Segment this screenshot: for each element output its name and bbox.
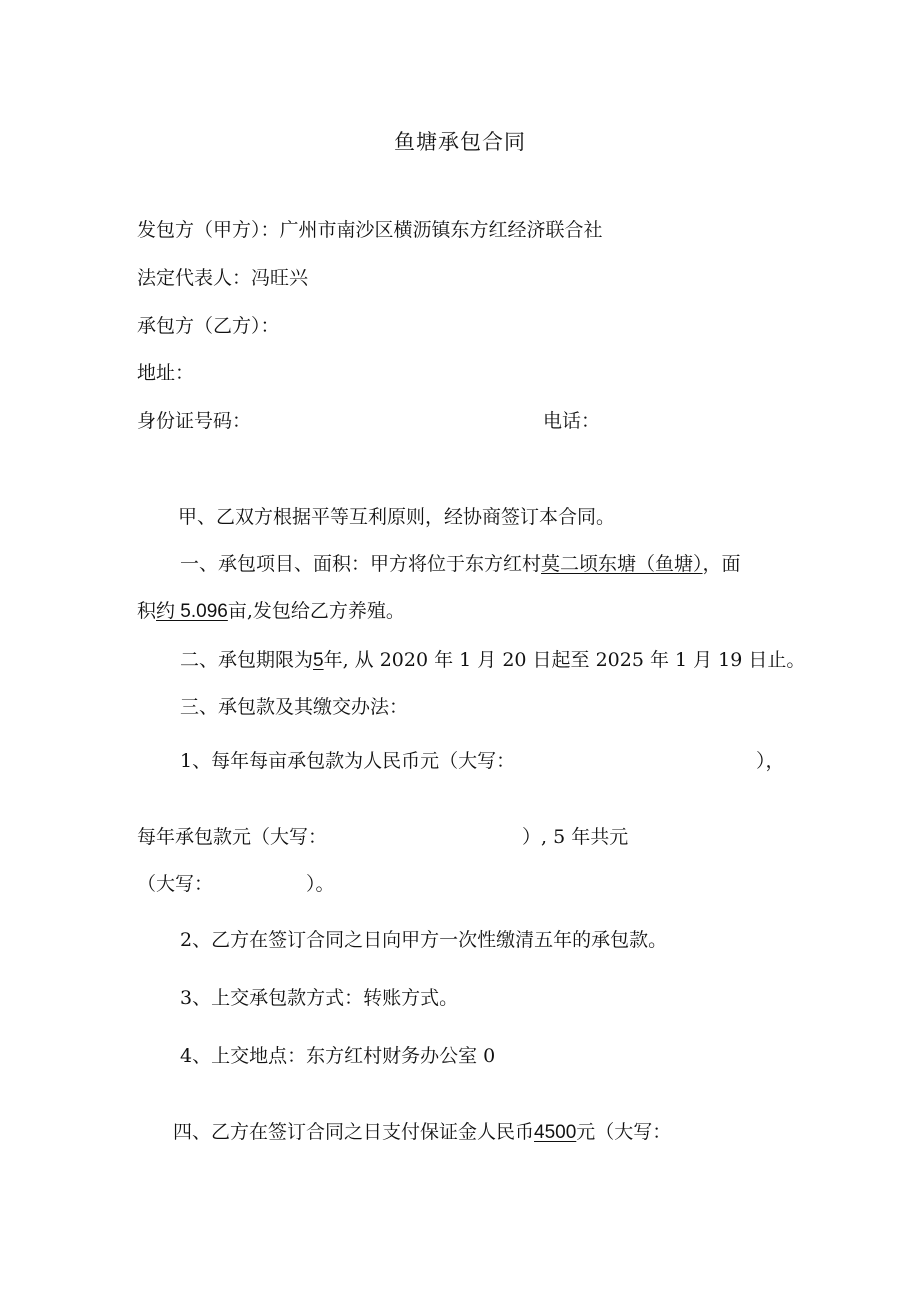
item3-3-line: 3、上交承包款方式：转账方式。 [180, 987, 459, 1009]
item3-heading: 三、承包款及其缴交办法： [180, 696, 409, 718]
item2-line [180, 648, 805, 673]
legal-representative-line: 法定代表人：冯旺兴 [137, 267, 309, 289]
address-line: 地址： [137, 362, 195, 384]
item3-1-text-b: ）， [756, 750, 785, 772]
item3-1-text-a: 1、每年每亩承包款为人民币元（大写： [180, 750, 516, 772]
item3-2-line: 2、乙方在签订合同之日向甲方一次性缴清五年的承包款。 [180, 929, 668, 951]
item2-text-a: 二、承包期限为 [180, 649, 314, 671]
intro-paragraph: 甲、乙双方根据平等互利原则，经协商签订本合同。 [178, 506, 616, 528]
item4-line [173, 1120, 671, 1145]
item3-1-text-e: （大写： [137, 873, 214, 895]
item4-text-b: 元（大写： [576, 1121, 672, 1143]
item1-line1 [180, 552, 741, 576]
item1-location: 莫二顷东塘（鱼塘） [541, 553, 703, 575]
party-a-line: 发包方（甲方）：广州市南沙区横沥镇东方红经济联合社 [137, 219, 603, 241]
item1-text-d: 亩,发包给乙方养殖。 [227, 600, 405, 622]
item1-line2 [137, 599, 405, 624]
item3-4-line: 4、上交地点：东方红村财务办公室 0 [180, 1045, 496, 1067]
phone-line: 电话： [543, 410, 601, 432]
item4-text-a: 四、乙方在签订合同之日支付保证金人民币 [173, 1121, 535, 1143]
item1-area: 约 5.096 [156, 601, 228, 622]
item4-amount: 4500 [534, 1122, 577, 1143]
item2-years: 5 [313, 650, 324, 671]
item3-1-text-f: ）。 [306, 873, 335, 895]
document-title: 鱼塘承包合同 [394, 130, 526, 154]
id-number-line: 身份证号码： [137, 410, 252, 432]
item2-text-b: 年, 从 2020 年 1 月 20 日起至 2025 年 1 月 19 日止。 [323, 649, 806, 671]
item1-text-a: 一、承包项目、面积：甲方将位于东方红村 [180, 553, 542, 575]
party-b-line: 承包方（乙方）： [137, 315, 280, 337]
item3-1-text-c: 每年承包款元（大写： [137, 826, 328, 848]
item3-1-text-d: ）, 5 年共元 [522, 826, 629, 848]
item1-text-c: 积 [137, 600, 157, 622]
item1-text-b: ，面 [702, 553, 741, 575]
